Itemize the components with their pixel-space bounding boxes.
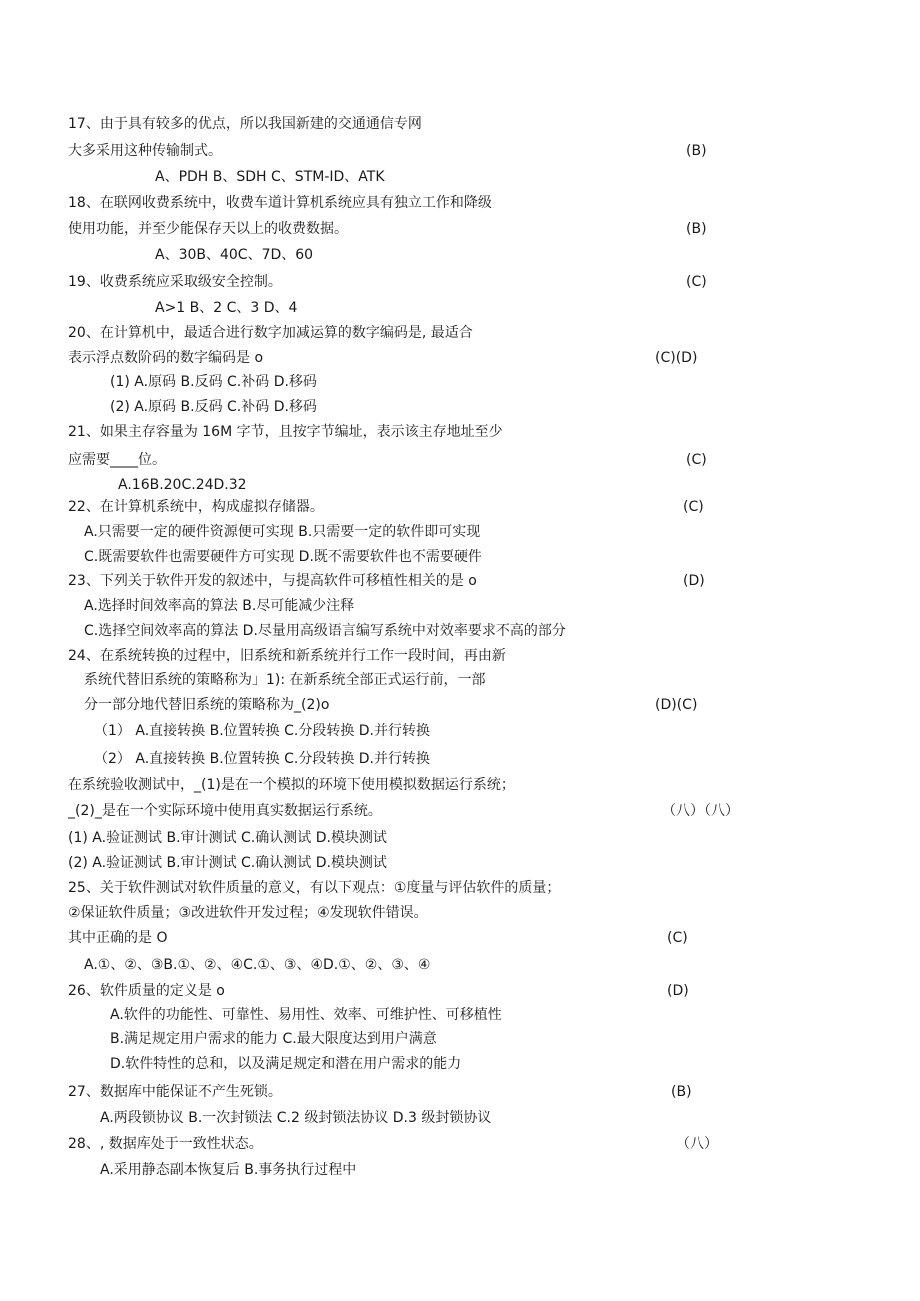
question-26-option-3: D.软件特性的总和，以及满足规定和潜在用户需求的能力 [110, 1056, 462, 1072]
answer-19: (C) [686, 274, 707, 290]
question-20-line-1: 20、在计算机中，最适合进行数字加减运算的数字编码是, 最适合 [68, 325, 473, 341]
question-22-line-1: 22、在计算机系统中，构成虚拟存储器。 [68, 499, 324, 515]
question-23-option-1: A.选择时间效率高的算法 B.尽可能减少注释 [84, 598, 355, 614]
question-18-line-1: 18、在联网收费系统中，收费车道计算机系统应具有独立工作和降级 [68, 195, 492, 211]
question-28-options: A.采用静态副本恢复后 B.事务执行过程中 [100, 1162, 357, 1178]
question-25-line-2: ②保证软件质量；③改进软件开发过程；④发现软件错误。 [68, 905, 428, 921]
question-27-line-1: 27、数据库中能保证不产生死锁。 [68, 1084, 282, 1100]
question-18-line-2: 使用功能，并至少能保存天以上的收费数据。 [68, 221, 348, 237]
answer-20: (C)(D) [655, 350, 698, 366]
question-23-option-2: C.选择空间效率高的算法 D.尽量用高级语言编写系统中对效率要求不高的部分 [84, 623, 566, 639]
question-24-line-3: 分一部分地代替旧系统的策略称为_(2)o [84, 697, 330, 713]
question-24-option-1: （1） A.直接转换 B.位置转换 C.分段转换 D.并行转换 [94, 723, 430, 739]
answer-18: (B) [686, 221, 707, 237]
question-18-options: A、30B、40C、7D、60 [155, 247, 314, 263]
question-17-options: A、PDH B、SDH C、STM-ID、ATK [155, 169, 385, 185]
answer-28: （八） [676, 1136, 718, 1152]
question-17-line-2: 大多采用这种传输制式。 [68, 143, 222, 159]
question-acceptance-option-1: (1) A.验证测试 B.审计测试 C.确认测试 D.模块测试 [68, 830, 387, 846]
answer-26: (D) [667, 983, 689, 999]
question-27-options: A.两段锁协议 B.一次封锁法 C.2 级封锁法协议 D.3 级封锁协议 [100, 1110, 492, 1126]
question-21-options: A.16B.20C.24D.32 [118, 477, 247, 493]
question-26-line-1: 26、软件质量的定义是 o [68, 983, 225, 999]
question-23-line-1: 23、下列关于软件开发的叙述中，与提高软件可移植性相关的是 o [68, 573, 477, 589]
question-20-option-1: (1) A.原码 B.反码 C.补码 D.移码 [110, 374, 317, 390]
answer-24: (D)(C) [655, 697, 698, 713]
answer-21: (C) [686, 452, 707, 468]
question-20-line-2: 表示浮点数阶码的数字编码是 o [68, 350, 264, 366]
question-25-line-1: 25、关于软件测试对软件质量的意义，有以下观点：①度量与评估软件的质量； [68, 880, 561, 896]
question-24-line-2: 系统代替旧系统的策略称为」1): 在新系统全部正式运行前，一部 [84, 672, 486, 688]
question-acceptance-option-2: (2) A.验证测试 B.审计测试 C.确认测试 D.模块测试 [68, 855, 387, 871]
question-acceptance-line-2: _(2)_是在一个实际环境中使用真实数据运行系统。 [68, 803, 382, 819]
question-21-line-2: 应需要____位。 [68, 452, 166, 468]
answer-22: (C) [683, 499, 704, 515]
question-21-line-1: 21、如果主存容量为 16M 字节，且按字节编址，表示该主存地址至少 [68, 424, 503, 440]
question-24-line-1: 24、在系统转换的过程中，旧系统和新系统并行工作一段时间，再由新 [68, 648, 506, 664]
question-25-options: A.①、②、③B.①、②、④C.①、③、④D.①、②、③、④ [84, 957, 431, 973]
question-20-option-2: (2) A.原码 B.反码 C.补码 D.移码 [110, 399, 317, 415]
question-26-option-1: A.软件的功能性、可靠性、易用性、效率、可维护性、可移植性 [110, 1007, 502, 1023]
answer-25: (C) [667, 930, 688, 946]
question-24-option-2: （2） A.直接转换 B.位置转换 C.分段转换 D.并行转换 [94, 751, 430, 767]
question-acceptance-line-1: 在系统验收测试中，_(1)是在一个模拟的环境下使用模拟数据运行系统； [68, 777, 515, 793]
question-26-option-2: B.满足规定用户需求的能力 C.最大限度达到用户满意 [110, 1031, 437, 1047]
question-22-option-2: C.既需要软件也需要硬件方可实现 D.既不需要软件也不需要硬件 [84, 549, 482, 565]
question-19-line-1: 19、收费系统应采取级安全控制。 [68, 274, 282, 290]
answer-27: (B) [671, 1084, 692, 1100]
question-17-line-1: 17、由于具有较多的优点，所以我国新建的交通通信专网 [68, 116, 422, 132]
question-28-line-1: 28、, 数据库处于一致性状态。 [68, 1136, 263, 1152]
question-25-line-3: 其中正确的是 O [68, 930, 168, 946]
answer-acceptance: （八）（八） [662, 803, 739, 819]
question-19-options: A>1 B、2 C、3 D、4 [155, 300, 298, 316]
question-22-option-1: A.只需要一定的硬件资源便可实现 B.只需要一定的软件即可实现 [84, 524, 481, 540]
answer-23: (D) [683, 573, 705, 589]
answer-17: (B) [686, 143, 707, 159]
